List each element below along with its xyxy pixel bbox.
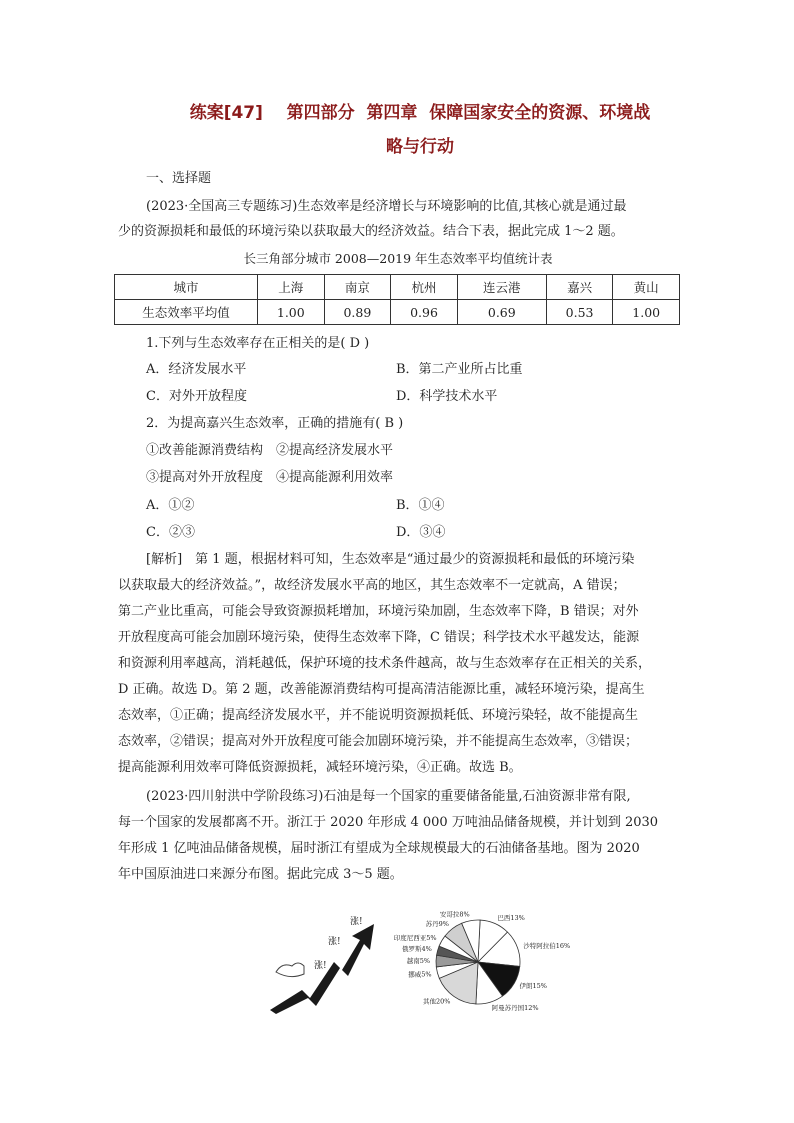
passage1-line1: (2023·全国高三专题练习)生态效率是经济增长与环境影响的比值,其核心就是通过最 [146, 199, 627, 214]
pie-label: 阿曼苏丹国12% [491, 1004, 539, 1013]
table-cell: 0.89 [324, 300, 391, 325]
q2-statements-12: ①改善能源消费结构 ②提高经济发展水平 [146, 443, 394, 458]
analysis-line-2: 以获取最大的经济效益。”，故经济发展水平高的地区，其生态效率不一定就高，A 错误； [118, 578, 626, 593]
passage2-line2: 每一个国家的发展都离不开。浙江于 2020 年形成 4 000 万吨油品储备规模，并计划到 2030 [118, 815, 659, 830]
table-cell: 上海 [258, 275, 325, 300]
table-cell: 0.96 [391, 300, 458, 325]
table-cell: 1.00 [613, 300, 680, 325]
page-title-line2: 略与行动 [386, 137, 454, 157]
pie-label: 巴西13% [497, 914, 525, 923]
q2-option-c: C．②③ [146, 525, 195, 540]
table-cell: 连云港 [457, 275, 546, 300]
rise-word: 涨! [328, 937, 341, 947]
q2-stem: 2．为提高嘉兴生态效率，正确的措施有( B ) [146, 416, 404, 431]
rise-word: 涨! [314, 961, 327, 971]
table-cell: 0.53 [546, 300, 613, 325]
page-title: 练案[47] 第四部分 第四章 保障国家安全的资源、环境战 [189, 103, 651, 123]
analysis-line-3: 第二产业比重高，可能会导致资源损耗增加，环境污染加剧，生态效率下降，B 错误；对外 [118, 604, 639, 619]
q1-option-b: B．第二产业所占比重 [396, 362, 523, 377]
q2-option-a: A．①② [146, 498, 195, 513]
q2-statements-34: ③提高对外开放程度 ④提高能源利用效率 [146, 470, 394, 485]
pie-label: 挪威5% [408, 970, 432, 979]
analysis-line-5: 和资源利用率越高，消耗越低，保护环境的技术条件越高，故与生态效率存在正相关的关系， [118, 656, 652, 671]
pie-label: 俄罗斯4% [401, 944, 432, 953]
q1-stem: 1.下列与生态效率存在正相关的是( D ) [146, 336, 370, 351]
analysis-line-1: [解析] 第 1 题，根据材料可知，生态效率是“通过最少的资源损耗和最低的环境污染 [146, 552, 635, 567]
passage2-line3: 年形成 1 亿吨油品储备规模，届时浙江有望成为全球规模最大的石油储备基地。图为 2020 [118, 841, 640, 856]
data-table [114, 274, 680, 325]
pie-chart [394, 910, 570, 1012]
passage1-line2: 少的资源损耗和最低的环境污染以获取最大的经济效益。结合下表，据此完成 1～2 题。 [118, 224, 624, 239]
section-heading: 一、选择题 [146, 171, 212, 186]
analysis-line-8: 态效率，②错误；提高对外开放程度可能会加剧环境污染，并不能提高生态效率，③错误； [118, 734, 639, 749]
analysis-line-7: 态效率，①正确；提高经济发展水平，并不能说明资源损耗低、环境污染轻，故不能提高生 [118, 708, 639, 723]
analysis-line-4: 开放程度高可能会加剧环境污染，使得生态效率下降，C 错误；科学技术水平越发达，能源 [118, 630, 640, 645]
pie-label: 印度尼西亚5% [393, 933, 437, 942]
pie-label: 越南5% [406, 956, 431, 965]
analysis-label: [解析] [146, 552, 183, 567]
table-caption: 长三角部分城市 2008—2019 年生态效率平均值统计表 [243, 251, 553, 266]
q1-option-a: A．经济发展水平 [146, 362, 247, 377]
rise-word: 涨! [350, 917, 363, 927]
q2-option-b: B．①④ [396, 498, 445, 513]
table-cell: 黄山 [613, 275, 680, 300]
pie-label: 伊朗15% [519, 982, 547, 991]
q1-option-c: C．对外开放程度 [146, 389, 247, 404]
table-cell: 生态效率平均值 [115, 300, 258, 325]
pie-label: 苏丹9% [425, 919, 449, 928]
table-row [115, 300, 680, 325]
pie-label: 安哥拉8% [439, 910, 470, 919]
table-cell: 城市 [115, 275, 258, 300]
analysis-line-6: D 正确。故选 D。第 2 题，改善能源消费结构可提高清洁能源比重，减轻环境污染，提高生 [118, 682, 645, 697]
table-cell: 0.69 [457, 300, 546, 325]
table-header-row [115, 275, 680, 300]
rising-arrow-illustration [270, 915, 374, 1014]
table-cell: 南京 [324, 275, 391, 300]
q2-option-d: D．③④ [396, 525, 446, 540]
pie-label: 沙特阿拉伯16% [523, 941, 571, 950]
passage2-line4: 年中国原油进口来源分布图。据此完成 3～5 题。 [118, 867, 403, 882]
table-cell: 杭州 [391, 275, 458, 300]
table-cell: 嘉兴 [546, 275, 613, 300]
pie-label: 其他20% [423, 997, 451, 1006]
analysis-line-9: 提高能源利用效率可降低资源损耗，减轻环境污染，④正确。故选 B。 [118, 760, 522, 775]
oil-import-figure [262, 910, 592, 1020]
q1-option-d: D．科学技术水平 [396, 389, 498, 404]
table-cell: 1.00 [258, 300, 325, 325]
passage2-line1: (2023·四川射洪中学阶段练习)石油是每一个国家的重要储备能量,石油资源非常有限, [146, 789, 631, 804]
